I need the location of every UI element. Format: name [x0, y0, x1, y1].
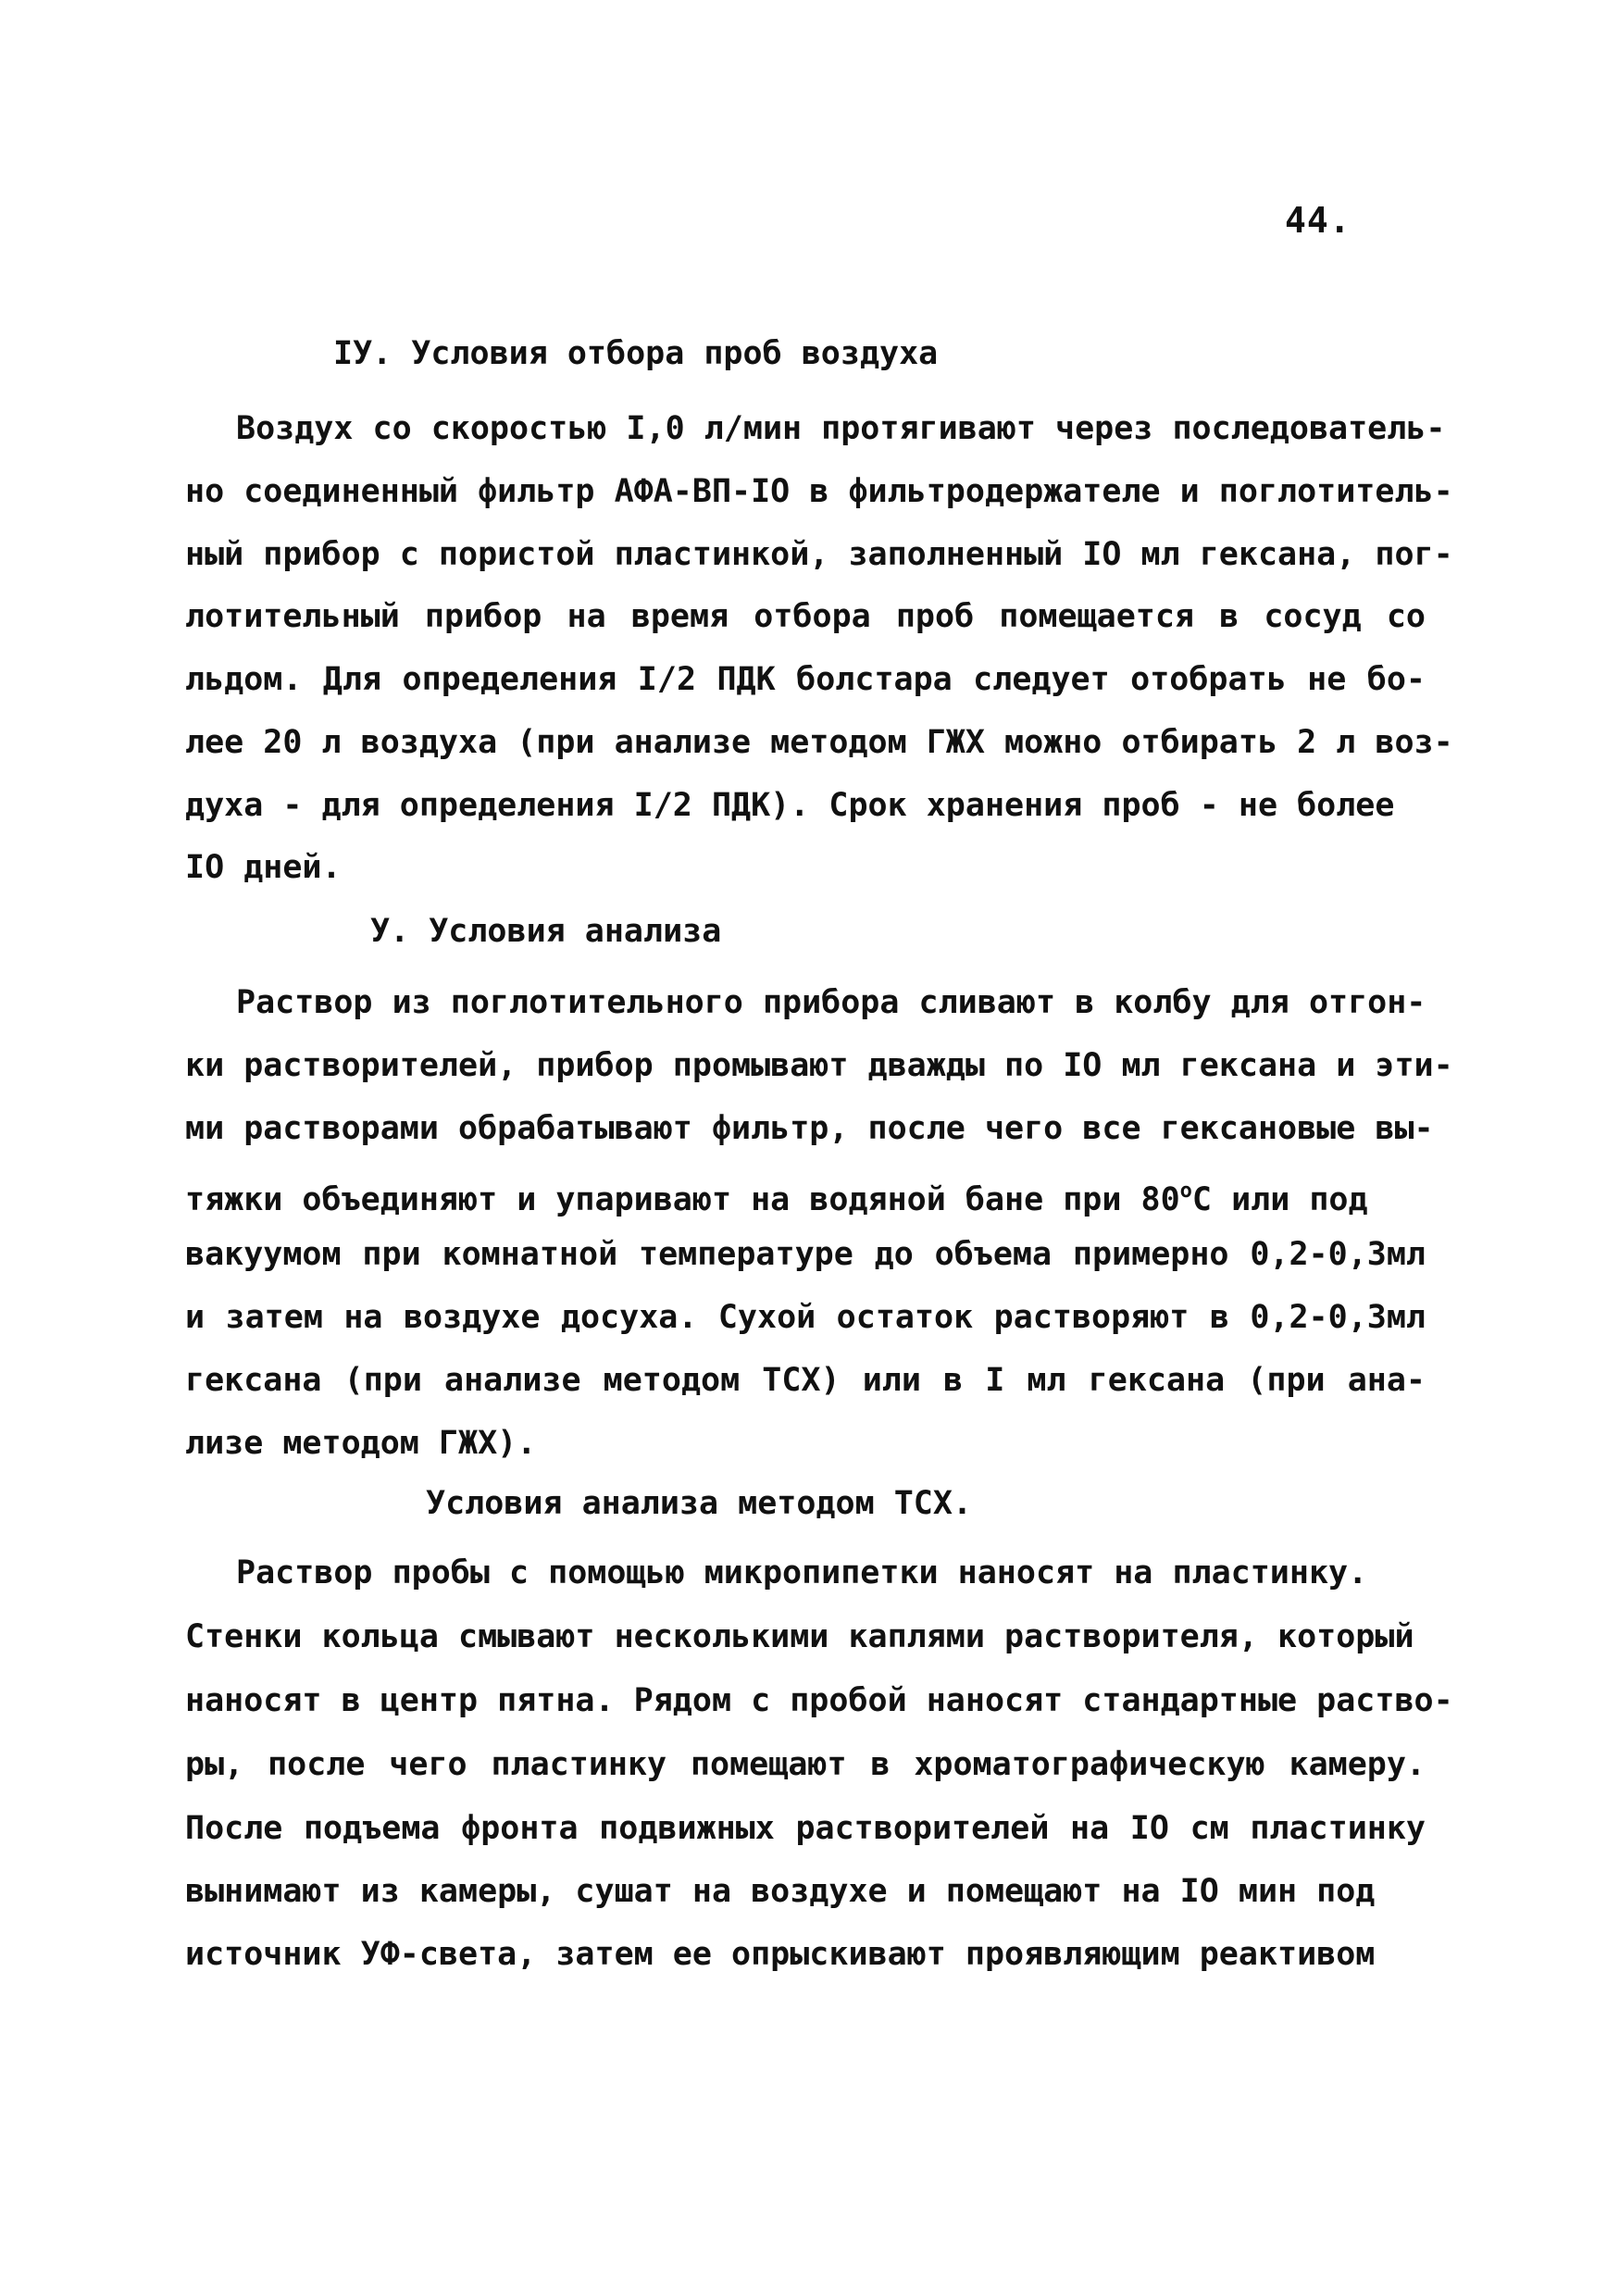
- text-line: лизе методом ГЖХ).: [185, 1425, 537, 1462]
- text-line: После подъема фронта подвижных растворителей на IO см пластинку: [185, 1810, 1426, 1847]
- text-line: источник УФ-света, затем ее опрыскивают проявляющим реактивом: [185, 1936, 1376, 1973]
- degree-superscript: о: [1179, 1179, 1192, 1203]
- text-line: вынимают из камеры, сушат на воздухе и помещают на IO мин под: [185, 1873, 1376, 1910]
- text-line: но соединенный фильтр АФА-ВП-IO в фильтродержателе и поглотитель-: [185, 473, 1453, 510]
- text-line: Раствор из поглотительного прибора сливают в колбу для отгон-: [236, 984, 1426, 1021]
- text-line: ми растворами обрабатывают фильтр, после чего все гексановые вы-: [185, 1110, 1434, 1147]
- text-line: наносят в центр пятна. Рядом с пробой наносят стандартные раство-: [185, 1682, 1453, 1719]
- text-line: льдом. Для определения I/2 ПДК болстара следует отобрать не бо-: [185, 661, 1426, 698]
- text-segment: С или под: [1191, 1181, 1368, 1218]
- text-line: [185, 1168, 1426, 1218]
- text-segment: тяжки объединяют и упаривают на водяной бане при 80: [185, 1181, 1180, 1218]
- text-line: гексана (при анализе методом ТСХ) или в I мл гексана (при ана-: [185, 1362, 1426, 1399]
- text-line: лее 20 л воздуха (при анализе методом ГЖХ можно отбирать 2 л воз-: [185, 724, 1453, 761]
- text-line: и затем на воздухе досуха. Сухой остаток растворяют в 0,2-0,3мл: [185, 1299, 1426, 1336]
- text-line: Воздух со скоростью I,0 л/мин протягивают через последователь-: [236, 410, 1446, 447]
- section-5-heading: У. Условия анализа: [370, 913, 722, 950]
- text-line: Раствор пробы с помощью микропипетки наносят на пластинку.: [236, 1554, 1368, 1591]
- subsection-tsx-heading: Условия анализа методом ТСХ.: [426, 1485, 973, 1522]
- text-line: ры, после чего пластинку помещают в хроматографическую камеру.: [185, 1746, 1426, 1783]
- text-line: вакуумом при комнатной температуре до объема примерно 0,2-0,3мл: [185, 1236, 1426, 1273]
- section-4-heading: IУ. Условия отбора проб воздуха: [333, 335, 939, 372]
- text-line: ки растворителей, прибор промывают дважды по IO мл гексана и эти-: [185, 1047, 1453, 1084]
- text-line: Стенки кольца смывают несколькими каплями растворителя, который: [185, 1618, 1414, 1655]
- page-number: 44.: [1285, 200, 1352, 241]
- text-line: ный прибор с пористой пластинкой, заполненный IO мл гексана, пог-: [185, 536, 1453, 573]
- text-line: IO дней.: [185, 849, 342, 886]
- text-line: духа - для определения I/2 ПДК). Срок хранения проб - не более: [185, 787, 1395, 824]
- text-line: лотительный прибор на время отбора проб помещается в сосуд со: [185, 598, 1426, 635]
